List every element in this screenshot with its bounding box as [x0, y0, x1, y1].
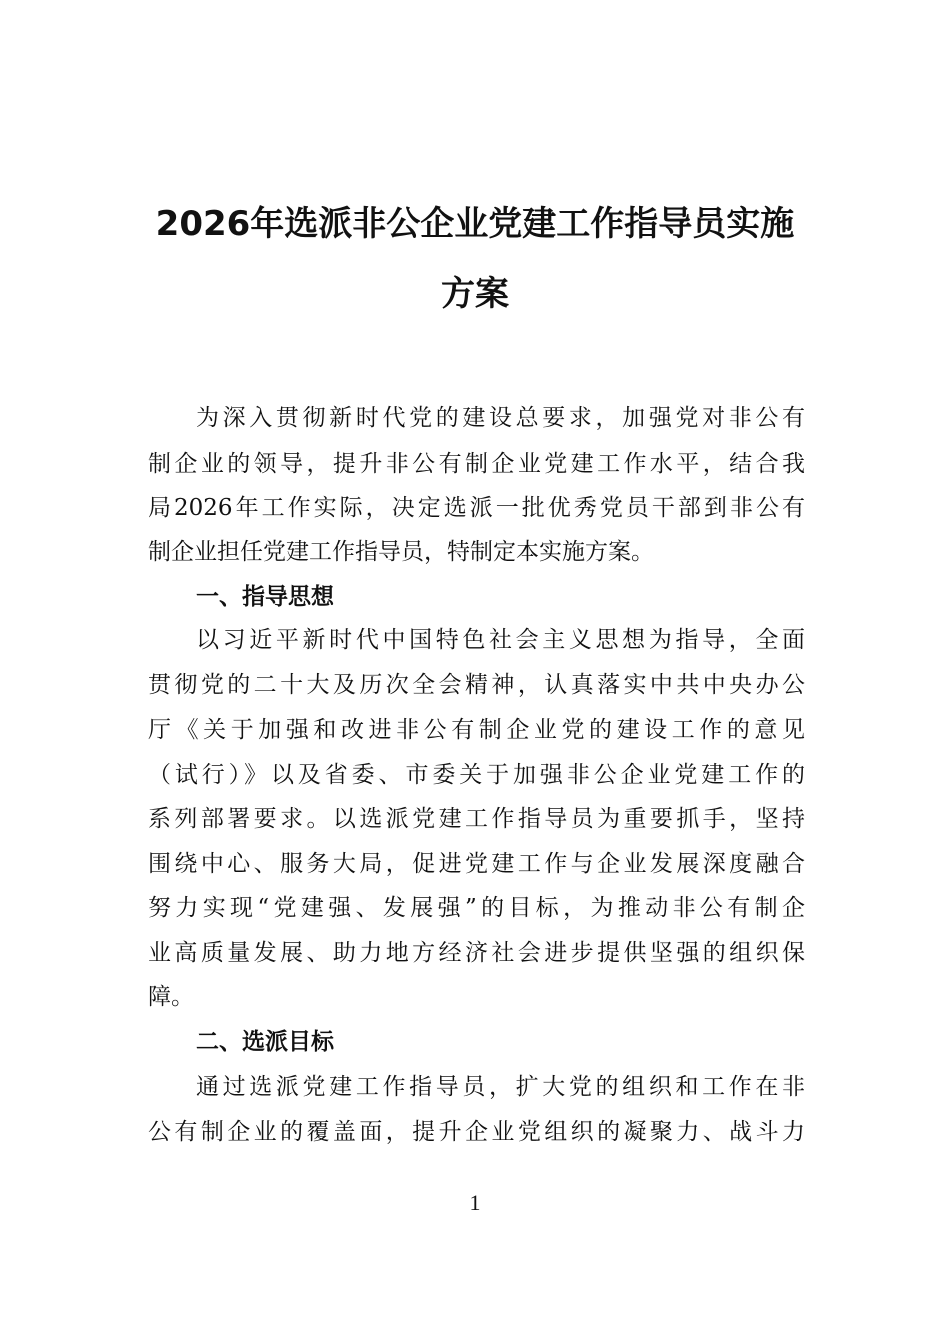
body-line: 业高质量发展、助力地方经济社会进步提供坚强的组织保 — [148, 940, 805, 966]
body-line: 障。 — [148, 984, 194, 1010]
body-line: （试行）》以及省委、市委关于加强非公企业党建工作的 — [148, 762, 805, 788]
body-line: 围绕中心、服务大局，促进党建工作与企业发展深度融合 — [148, 851, 805, 877]
document-title-line-2: 方案 — [441, 274, 509, 314]
body-line: 公有制企业的覆盖面，提升企业党组织的凝聚力、战斗力 — [148, 1119, 805, 1145]
body-line: 通过选派党建工作指导员，扩大党的组织和工作在非 — [196, 1074, 805, 1100]
document-title-line-1: 2026年选派非公企业党建工作指导员实施 — [155, 204, 795, 244]
body-line: 局2026年工作实际，决定选派一批优秀党员干部到非公有 — [148, 495, 805, 521]
body-line: 制企业担任党建工作指导员，特制定本实施方案。 — [148, 539, 654, 565]
body-line: 制企业的领导，提升非公有制企业党建工作水平，结合我 — [148, 451, 805, 477]
body-line: 贯彻党的二十大及历次全会精神，认真落实中共中央办公 — [148, 672, 805, 698]
body-line: 努力实现“党建强、发展强”的目标，为推动非公有制企 — [148, 895, 805, 921]
section-heading-1: 一、指导思想 — [196, 584, 334, 610]
body-line: 系列部署要求。以选派党建工作指导员为重要抓手，坚持 — [148, 806, 805, 832]
body-line: 厅《关于加强和改进非公有制企业党的建设工作的意见 — [148, 717, 805, 743]
body-line: 以习近平新时代中国特色社会主义思想为指导，全面 — [196, 627, 805, 653]
page-number: 1 — [469, 1190, 481, 1215]
body-line: 为深入贯彻新时代党的建设总要求，加强党对非公有 — [196, 405, 805, 431]
section-heading-2: 二、选派目标 — [196, 1029, 334, 1055]
